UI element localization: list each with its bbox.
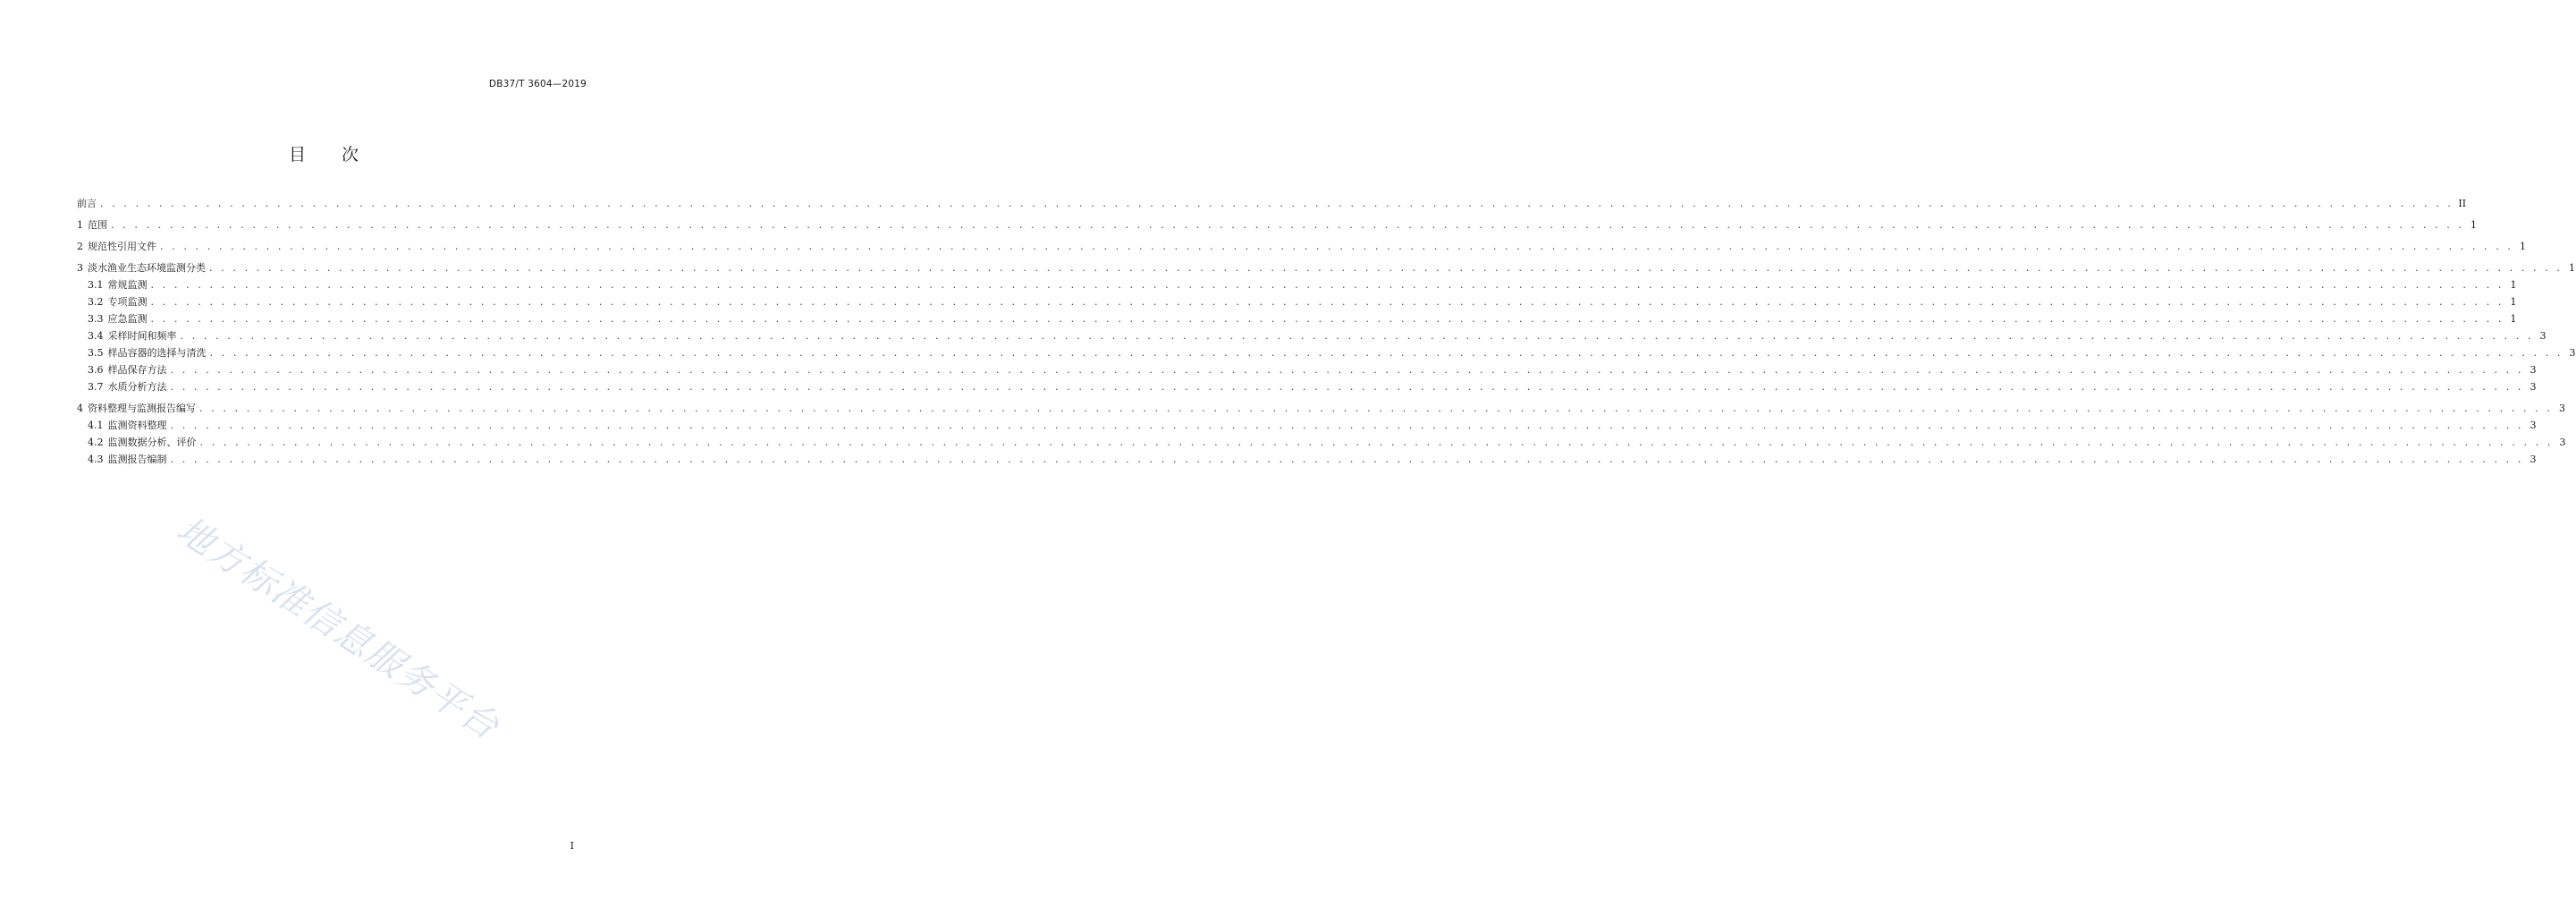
toc-entry-title: 应急监测 [107, 313, 148, 325]
toc-entry-title: 样品保存方法 [107, 364, 167, 376]
toc-dot-leader: . . . . . . . . . . . . . . . . . . . . . . . . . . . . . . . . . . . . . . . . . . . . . . . . . . . . . . . . . . . . . . . . . . . . . . . . . . . . . . . . . . . . . . . . . . . . . . . . . . . . . . . . . . . . . . . . . . . . . . . . . . . . . . . . . . . . . . . . . . . . . . . . . . . . . . . . . . . . . . . . . . . . . . . . . . . . . . . . . . . . . . . . . . . . . . . . . . . . . . . . [170, 364, 2524, 376]
toc-dot-leader: . . . . . . . . . . . . . . . . . . . . . . . . . . . . . . . . . . . . . . . . . . . . . . . . . . . . . . . . . . . . . . . . . . . . . . . . . . . . . . . . . . . . . . . . . . . . . . . . . . . . . . . . . . . . . . . . . . . . . . . . . . . . . . . . . . . . . . . . . . . . . . . . . . . . . . . . . . . . . . . . . . . . . . . . . . . . . . . . . . . . . . . . . . . . . . . . . . . . . . . . [209, 347, 2563, 359]
toc-entry-page: 1 [2510, 279, 2517, 291]
toc-entry-label [88, 293, 148, 310]
toc-entry-page: 3 [2559, 403, 2566, 414]
toc-entry-label [88, 327, 177, 344]
page-title-char-1: 目 [288, 145, 306, 165]
toc-entry-title: 规范性引用文件 [88, 241, 156, 252]
toc-entry-title: 专项监测 [107, 296, 148, 308]
page-number: I [570, 840, 574, 852]
toc-entry-title: 监测报告编制 [107, 454, 167, 465]
toc-entry-label [88, 451, 167, 468]
toc-dot-leader: . . . . . . . . . . . . . . . . . . . . . . . . . . . . . . . . . . . . . . . . . . . . . . . . . . . . . . . . . . . . . . . . . . . . . . . . . . . . . . . . . . . . . . . . . . . . . . . . . . . . . . . . . . . . . . . . . . . . . . . . . . . . . . . . . . . . . . . . . . . . . . . . . . . . . . . . . . . . . . . . . . . . . . . . . . . . . . . . . . . . . . . . . . . . . . . . . . . . . . . . [209, 262, 2563, 274]
toc-entry-page: 1 [2510, 313, 2517, 325]
toc-entry-page: 1 [2520, 241, 2527, 252]
toc-entry-page: 3 [2530, 381, 2537, 393]
toc-entry-page: 1 [2569, 262, 2576, 274]
toc-dot-leader: . . . . . . . . . . . . . . . . . . . . . . . . . . . . . . . . . . . . . . . . . . . . . . . . . . . . . . . . . . . . . . . . . . . . . . . . . . . . . . . . . . . . . . . . . . . . . . . . . . . . . . . . . . . . . . . . . . . . . . . . . . . . . . . . . . . . . . . . . . . . . . . . . . . . . . . . . . . . . . . . . . . . . . . . . . . . . . . . . . . . . . . . . . . . . . . . . . . . . . . . [199, 403, 2554, 414]
toc-entry[interactable] [77, 216, 2478, 233]
toc-entry-title: 范围 [88, 219, 107, 231]
toc-entry[interactable] [77, 344, 2576, 361]
toc-entry[interactable] [77, 451, 2537, 468]
toc-dot-leader: . . . . . . . . . . . . . . . . . . . . . . . . . . . . . . . . . . . . . . . . . . . . . . . . . . . . . . . . . . . . . . . . . . . . . . . . . . . . . . . . . . . . . . . . . . . . . . . . . . . . . . . . . . . . . . . . . . . . . . . . . . . . . . . . . . . . . . . . . . . . . . . . . . . . . . . . . . . . . . . . . . . . . . . . . . . . . . . . . . . . . . . . . . . . . . . . . . . . . . . . [150, 279, 2504, 291]
toc-dot-leader: . . . . . . . . . . . . . . . . . . . . . . . . . . . . . . . . . . . . . . . . . . . . . . . . . . . . . . . . . . . . . . . . . . . . . . . . . . . . . . . . . . . . . . . . . . . . . . . . . . . . . . . . . . . . . . . . . . . . . . . . . . . . . . . . . . . . . . . . . . . . . . . . . . . . . . . . . . . . . . . . . . . . . . . . . . . . . . . . . . . . . . . . . . . . . . . . . . . . . . . . [199, 437, 2554, 448]
table-of-contents [77, 195, 2576, 468]
toc-entry[interactable] [77, 238, 2527, 255]
toc-entry-page: 3 [2539, 330, 2546, 342]
toc-entry-page: 3 [2530, 420, 2537, 431]
watermark: 地方标准信息服务平台 [169, 509, 507, 749]
toc-entry-label [88, 310, 148, 327]
toc-dot-leader: . . . . . . . . . . . . . . . . . . . . . . . . . . . . . . . . . . . . . . . . . . . . . . . . . . . . . . . . . . . . . . . . . . . . . . . . . . . . . . . . . . . . . . . . . . . . . . . . . . . . . . . . . . . . . . . . . . . . . . . . . . . . . . . . . . . . . . . . . . . . . . . . . . . . . . . . . . . . . . . . . . . . . . . . . . . . . . . . . . . . . . . . . . . . . . . . . . . . . . . . [170, 420, 2524, 431]
toc-entry[interactable] [77, 361, 2537, 378]
toc-dot-leader: . . . . . . . . . . . . . . . . . . . . . . . . . . . . . . . . . . . . . . . . . . . . . . . . . . . . . . . . . . . . . . . . . . . . . . . . . . . . . . . . . . . . . . . . . . . . . . . . . . . . . . . . . . . . . . . . . . . . . . . . . . . . . . . . . . . . . . . . . . . . . . . . . . . . . . . . . . . . . . . . . . . . . . . . . . . . . . . . . . . . . . . . . . . . . . . . . . . . . . . . [180, 330, 2534, 342]
toc-entry-title: 资料整理与监测报告编写 [88, 403, 196, 414]
toc-entry-label [88, 417, 167, 434]
page-title [0, 141, 647, 165]
toc-entry-number: 3.5 [88, 347, 104, 359]
toc-entry[interactable] [77, 378, 2537, 395]
toc-entry-number: 3.6 [88, 364, 104, 376]
toc-entry-number: 3.1 [88, 279, 104, 291]
toc-entry-title: 前言 [77, 198, 97, 209]
toc-entry-number: 3 [77, 262, 83, 274]
toc-entry-label [77, 195, 97, 212]
page-title-char-2: 次 [342, 145, 359, 165]
toc-entry[interactable] [77, 400, 2566, 417]
toc-entry-label [77, 238, 156, 255]
toc-entry-page: 3 [2569, 347, 2576, 359]
toc-entry-page: 1 [2510, 296, 2517, 308]
toc-entry-number: 3.2 [88, 296, 104, 308]
toc-entry-label [77, 216, 107, 233]
toc-entry-title: 监测资料整理 [107, 420, 167, 431]
toc-entry-title: 监测数据分析、评价 [107, 437, 197, 448]
toc-entry[interactable] [77, 259, 2576, 276]
toc-entry[interactable] [77, 434, 2566, 451]
toc-dot-leader: . . . . . . . . . . . . . . . . . . . . . . . . . . . . . . . . . . . . . . . . . . . . . . . . . . . . . . . . . . . . . . . . . . . . . . . . . . . . . . . . . . . . . . . . . . . . . . . . . . . . . . . . . . . . . . . . . . . . . . . . . . . . . . . . . . . . . . . . . . . . . . . . . . . . . . . . . . . . . . . . . . . . . . . . . . . . . . . . . . . . . . . . . . . . . . . . . . . . . . . . [170, 381, 2524, 393]
toc-entry-number: 4 [77, 403, 83, 414]
toc-entry-number: 1 [77, 219, 83, 231]
toc-entry[interactable] [77, 195, 2467, 212]
toc-entry-number: 2 [77, 241, 83, 252]
toc-entry[interactable] [77, 276, 2517, 293]
toc-entry-title: 水质分析方法 [107, 381, 167, 393]
toc-entry[interactable] [77, 327, 2546, 344]
toc-entry-label [88, 434, 197, 451]
toc-dot-leader: . . . . . . . . . . . . . . . . . . . . . . . . . . . . . . . . . . . . . . . . . . . . . . . . . . . . . . . . . . . . . . . . . . . . . . . . . . . . . . . . . . . . . . . . . . . . . . . . . . . . . . . . . . . . . . . . . . . . . . . . . . . . . . . . . . . . . . . . . . . . . . . . . . . . . . . . . . . . . . . . . . . . . . . . . . . . . . . . . . . . . . . . . . . . . . . . . . . . . . . . [170, 454, 2524, 465]
toc-entry-number: 3.7 [88, 381, 104, 393]
toc-entry-label [88, 378, 167, 395]
toc-entry-number: 3.3 [88, 313, 104, 325]
toc-entry-title: 样品容器的选择与清洗 [107, 347, 207, 359]
toc-entry-title: 采样时间和频率 [107, 330, 177, 342]
toc-dot-leader: . . . . . . . . . . . . . . . . . . . . . . . . . . . . . . . . . . . . . . . . . . . . . . . . . . . . . . . . . . . . . . . . . . . . . . . . . . . . . . . . . . . . . . . . . . . . . . . . . . . . . . . . . . . . . . . . . . . . . . . . . . . . . . . . . . . . . . . . . . . . . . . . . . . . . . . . . . . . . . . . . . . . . . . . . . . . . . . . . . . . . . . . . . . . . . . . . . . . . . . . [150, 296, 2504, 308]
toc-dot-leader: . . . . . . . . . . . . . . . . . . . . . . . . . . . . . . . . . . . . . . . . . . . . . . . . . . . . . . . . . . . . . . . . . . . . . . . . . . . . . . . . . . . . . . . . . . . . . . . . . . . . . . . . . . . . . . . . . . . . . . . . . . . . . . . . . . . . . . . . . . . . . . . . . . . . . . . . . . . . . . . . . . . . . . . . . . . . . . . . . . . . . . . . . . . . . . . . . . . . . . . . [160, 241, 2514, 252]
toc-entry-page: 3 [2530, 364, 2537, 376]
toc-entry[interactable] [77, 417, 2537, 434]
toc-entry-title: 淡水渔业生态环境监测分类 [88, 262, 206, 274]
toc-entry-label [88, 344, 207, 361]
toc-entry-page: II [2458, 198, 2467, 209]
document-code: DB37/T 3604—2019 [488, 79, 587, 89]
toc-entry-label [88, 276, 148, 293]
toc-entry-label [88, 361, 167, 378]
toc-entry-page: 3 [2530, 454, 2537, 465]
toc-entry-label [77, 259, 206, 276]
toc-entry-number: 4.2 [88, 437, 104, 448]
toc-entry-number: 4.3 [88, 454, 104, 465]
toc-entry-label [77, 400, 196, 417]
toc-entry-page: 3 [2559, 437, 2566, 448]
toc-entry-number: 3.4 [88, 330, 104, 342]
toc-dot-leader: . . . . . . . . . . . . . . . . . . . . . . . . . . . . . . . . . . . . . . . . . . . . . . . . . . . . . . . . . . . . . . . . . . . . . . . . . . . . . . . . . . . . . . . . . . . . . . . . . . . . . . . . . . . . . . . . . . . . . . . . . . . . . . . . . . . . . . . . . . . . . . . . . . . . . . . . . . . . . . . . . . . . . . . . . . . . . . . . . . . . . . . . . . . . . . . . . . . . . . . . [111, 219, 2465, 231]
toc-entry-page: 1 [2470, 219, 2478, 231]
toc-entry-number: 4.1 [88, 420, 104, 431]
toc-entry[interactable] [77, 293, 2517, 310]
toc-dot-leader: . . . . . . . . . . . . . . . . . . . . . . . . . . . . . . . . . . . . . . . . . . . . . . . . . . . . . . . . . . . . . . . . . . . . . . . . . . . . . . . . . . . . . . . . . . . . . . . . . . . . . . . . . . . . . . . . . . . . . . . . . . . . . . . . . . . . . . . . . . . . . . . . . . . . . . . . . . . . . . . . . . . . . . . . . . . . . . . . . . . . . . . . . . . . . . . . . . . . . . . . [150, 313, 2504, 325]
toc-entry-title: 常规监测 [107, 279, 148, 291]
toc-entry[interactable] [77, 310, 2517, 327]
toc-dot-leader: . . . . . . . . . . . . . . . . . . . . . . . . . . . . . . . . . . . . . . . . . . . . . . . . . . . . . . . . . . . . . . . . . . . . . . . . . . . . . . . . . . . . . . . . . . . . . . . . . . . . . . . . . . . . . . . . . . . . . . . . . . . . . . . . . . . . . . . . . . . . . . . . . . . . . . . . . . . . . . . . . . . . . . . . . . . . . . . . . . . . . . . . . . . . . . . . . . . . . . . . [100, 198, 2454, 209]
